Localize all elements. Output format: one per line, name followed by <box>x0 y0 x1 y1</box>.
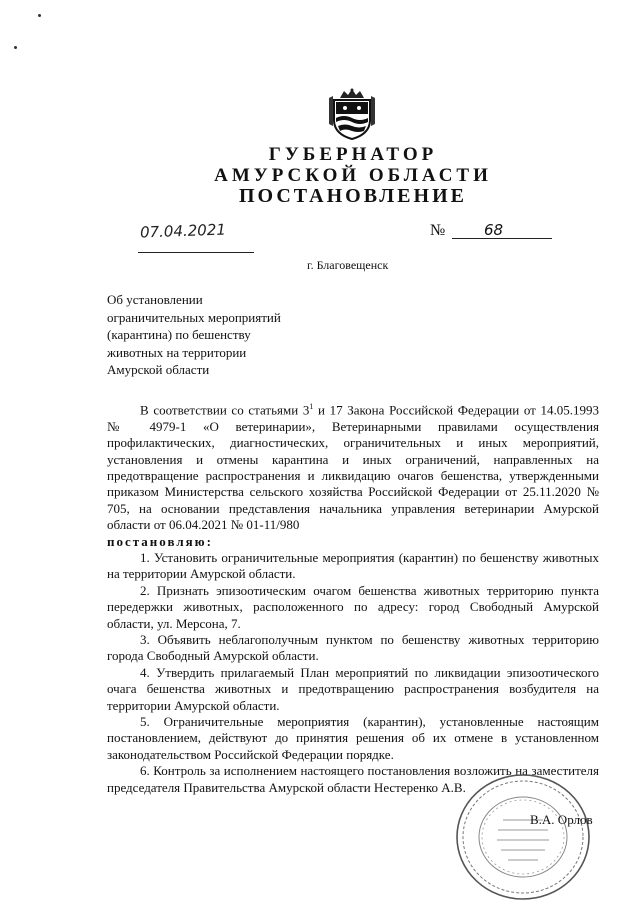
preamble <box>107 399 599 534</box>
subject-line: Амурской области <box>107 362 210 377</box>
point-6: 6. Контроль за исполнением настоящего постановления возложить на заместителя председателя Правительства Амурской области Нестеренко А.В. <box>107 763 599 795</box>
preamble-superscript: 1 <box>309 402 314 411</box>
document-date: 07.04.2021 <box>139 220 227 242</box>
point-1: 1. Установить ограничительные мероприятия (карантин) по бешенству животных на территории Амурской области. <box>107 549 599 582</box>
scan-speck <box>38 14 41 17</box>
number-sign: № <box>430 222 446 239</box>
point-5: 5. Ограничительные мероприятия (карантин), установленные настоящим постановлением, действуют до принятия решения об их отмене в установленном законодательством Российской Федерации порядке. <box>107 714 599 762</box>
point-2: 2. Признать эпизоотическим очагом бешенства животных территорию пункта передержки животных, расположенного по адресу: город Свободный Амурской области, ул. Мерсона, 7. <box>107 582 599 631</box>
header-region: АМУРСКОЙ ОБЛАСТИ <box>214 165 492 186</box>
subject-line: (карантина) по бешенству <box>107 327 251 342</box>
signatory-name: В.А. Орлов <box>530 812 593 827</box>
header-governor: ГУБЕРНАТОР <box>268 144 438 165</box>
decree-word: постановляю: <box>107 533 213 549</box>
preamble-text: и 17 Закона Российской Федерации от 14.05.1993 № 4979-1 «О ветеринарии», Ветеринарными правилами осуществления профилактических, диагностических, ограничительных и иных мероприятий, установления и отмены карантина и иных ограничений, направленных на предотвращение распространения и ликвидацию очагов бешенства, утвержденными приказом Министерства сельского хозяйства Российской Федерации от 25.11.2020 № 705, на основании представления начальника управления ветеринарии Амурской области от 06.04.2021 № 01-11/980 <box>107 402 599 533</box>
document-type-title: ПОСТАНОВЛЕНИЕ <box>239 185 467 207</box>
point-4: 4. Утвердить прилагаемый План мероприятий по ликвидации эпизоотического очага бешенства животных и предотвращению распространения возбудителя на территории Амурской области. <box>107 664 599 713</box>
point-3: 3. Объявить неблагополучным пунктом по бешенству животных территорию города Свободный Амурской области. <box>107 632 599 664</box>
subject-line: ограничительных мероприятий <box>107 309 281 325</box>
coat-of-arms-icon <box>327 86 377 140</box>
document-subject <box>107 291 327 379</box>
preamble-text: В соответствии со статьями 3 <box>140 402 310 418</box>
subject-line: животных на территории <box>107 344 247 360</box>
document-body <box>107 399 599 796</box>
city: г. Благовещенск <box>307 258 389 272</box>
scan-speck <box>14 46 17 49</box>
subject-line: Об установлении <box>107 292 203 307</box>
document-number: 68 <box>484 221 504 239</box>
official-seal-icon <box>453 772 593 902</box>
